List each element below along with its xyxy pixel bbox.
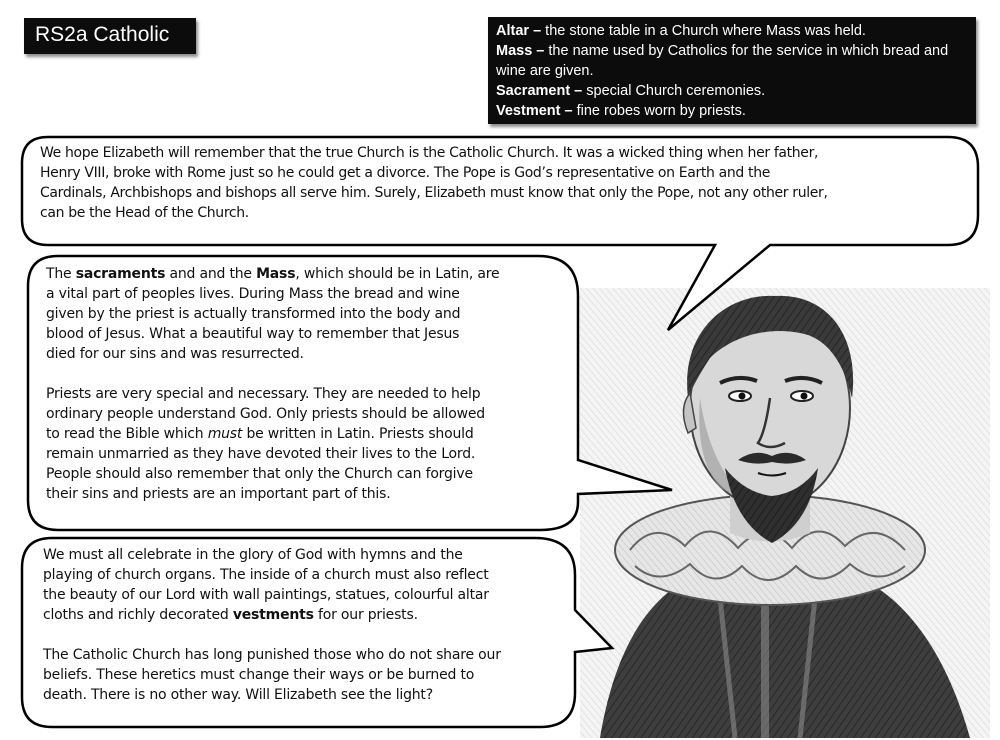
glossary-definition: the stone table in a Church where Mass was held. xyxy=(541,23,866,39)
bubble-line: remain unmarried as they have devoted their lives to the Lord. xyxy=(46,446,476,462)
speech-bubble-bottom-text xyxy=(43,545,568,705)
bubble-line: playing of church organs. The inside of a church must also reflect xyxy=(43,567,489,583)
text-run: , which should be in Latin, are xyxy=(295,266,500,282)
bubble-line: a vital part of peoples lives. During Mass the bread and wine xyxy=(46,286,460,302)
bubble-line: Priests are very special and necessary. They are needed to help xyxy=(46,386,481,402)
text-run: The xyxy=(46,266,76,282)
glossary-definition: the name used by Catholics for the service in which bread and wine are given. xyxy=(496,43,949,79)
bubble-line: the beauty of our Lord with wall paintings, statues, colourful altar xyxy=(43,587,489,603)
keyword-sacraments: sacraments xyxy=(75,266,166,282)
bubble-line: People should also remember that only the Church can forgive xyxy=(46,466,473,482)
bubble-line: Cardinals, Archbishops and bishops all serve him. Surely, Elizabeth must know that only the Pope, not any other ruler, xyxy=(40,185,828,201)
keyword-mass: Mass xyxy=(256,266,296,282)
bubble-line: We hope Elizabeth will remember that the true Church is the Catholic Church. It was a wicked thing when her father, xyxy=(40,145,819,161)
text-run: be written in Latin. Priests should xyxy=(242,426,474,442)
keyword-vestments: vestments xyxy=(232,607,314,623)
bubble-line: We must all celebrate in the glory of God with hymns and the xyxy=(43,547,463,563)
emphasis-must: must xyxy=(207,426,243,442)
glossary-term: Mass – xyxy=(496,43,545,59)
text-run: cloths and richly decorated xyxy=(43,607,233,623)
bubble-line xyxy=(43,605,568,625)
glossary-term: Sacrament – xyxy=(496,83,583,99)
glossary-definition: fine robes worn by priests. xyxy=(572,103,746,119)
bubble-line xyxy=(46,424,551,444)
bubble-line: death. There is no other way. Will Elizabeth see the light? xyxy=(43,687,433,703)
speech-bubble-top-text xyxy=(40,143,980,223)
bubble-line xyxy=(46,264,551,284)
glossary-term: Vestment – xyxy=(496,103,573,119)
worksheet-title-text: RS2a Catholic xyxy=(35,23,170,46)
bubble-line: can be the Head of the Church. xyxy=(40,205,249,221)
bubble-line: died for our sins and was resurrected. xyxy=(46,346,304,362)
bubble-line: blood of Jesus. What a beautiful way to remember that Jesus xyxy=(46,326,460,342)
bubble-line: beliefs. These heretics must change their ways or be burned to xyxy=(43,667,475,683)
paragraph-gap xyxy=(46,364,551,384)
glossary-definition: special Church ceremonies. xyxy=(582,83,766,99)
bubble-line: given by the priest is actually transformed into the body and xyxy=(46,306,461,322)
bubble-line: ordinary people understand God. Only priests should be allowed xyxy=(46,406,485,422)
paragraph-gap xyxy=(43,625,568,645)
bubble-line: The Catholic Church has long punished those who do not share our xyxy=(43,647,501,663)
glossary-term: Altar – xyxy=(496,23,542,39)
text-run: and and the xyxy=(165,266,257,282)
bubble-line: Henry VIII, broke with Rome just so he could get a divorce. The Pope is God’s representative on Earth and the xyxy=(40,165,770,181)
text-run: for our priests. xyxy=(313,607,418,623)
text-run: to read the Bible which xyxy=(46,426,208,442)
bubble-line: their sins and priests are an important part of this. xyxy=(46,486,391,502)
speech-bubble-middle-text xyxy=(46,264,551,504)
